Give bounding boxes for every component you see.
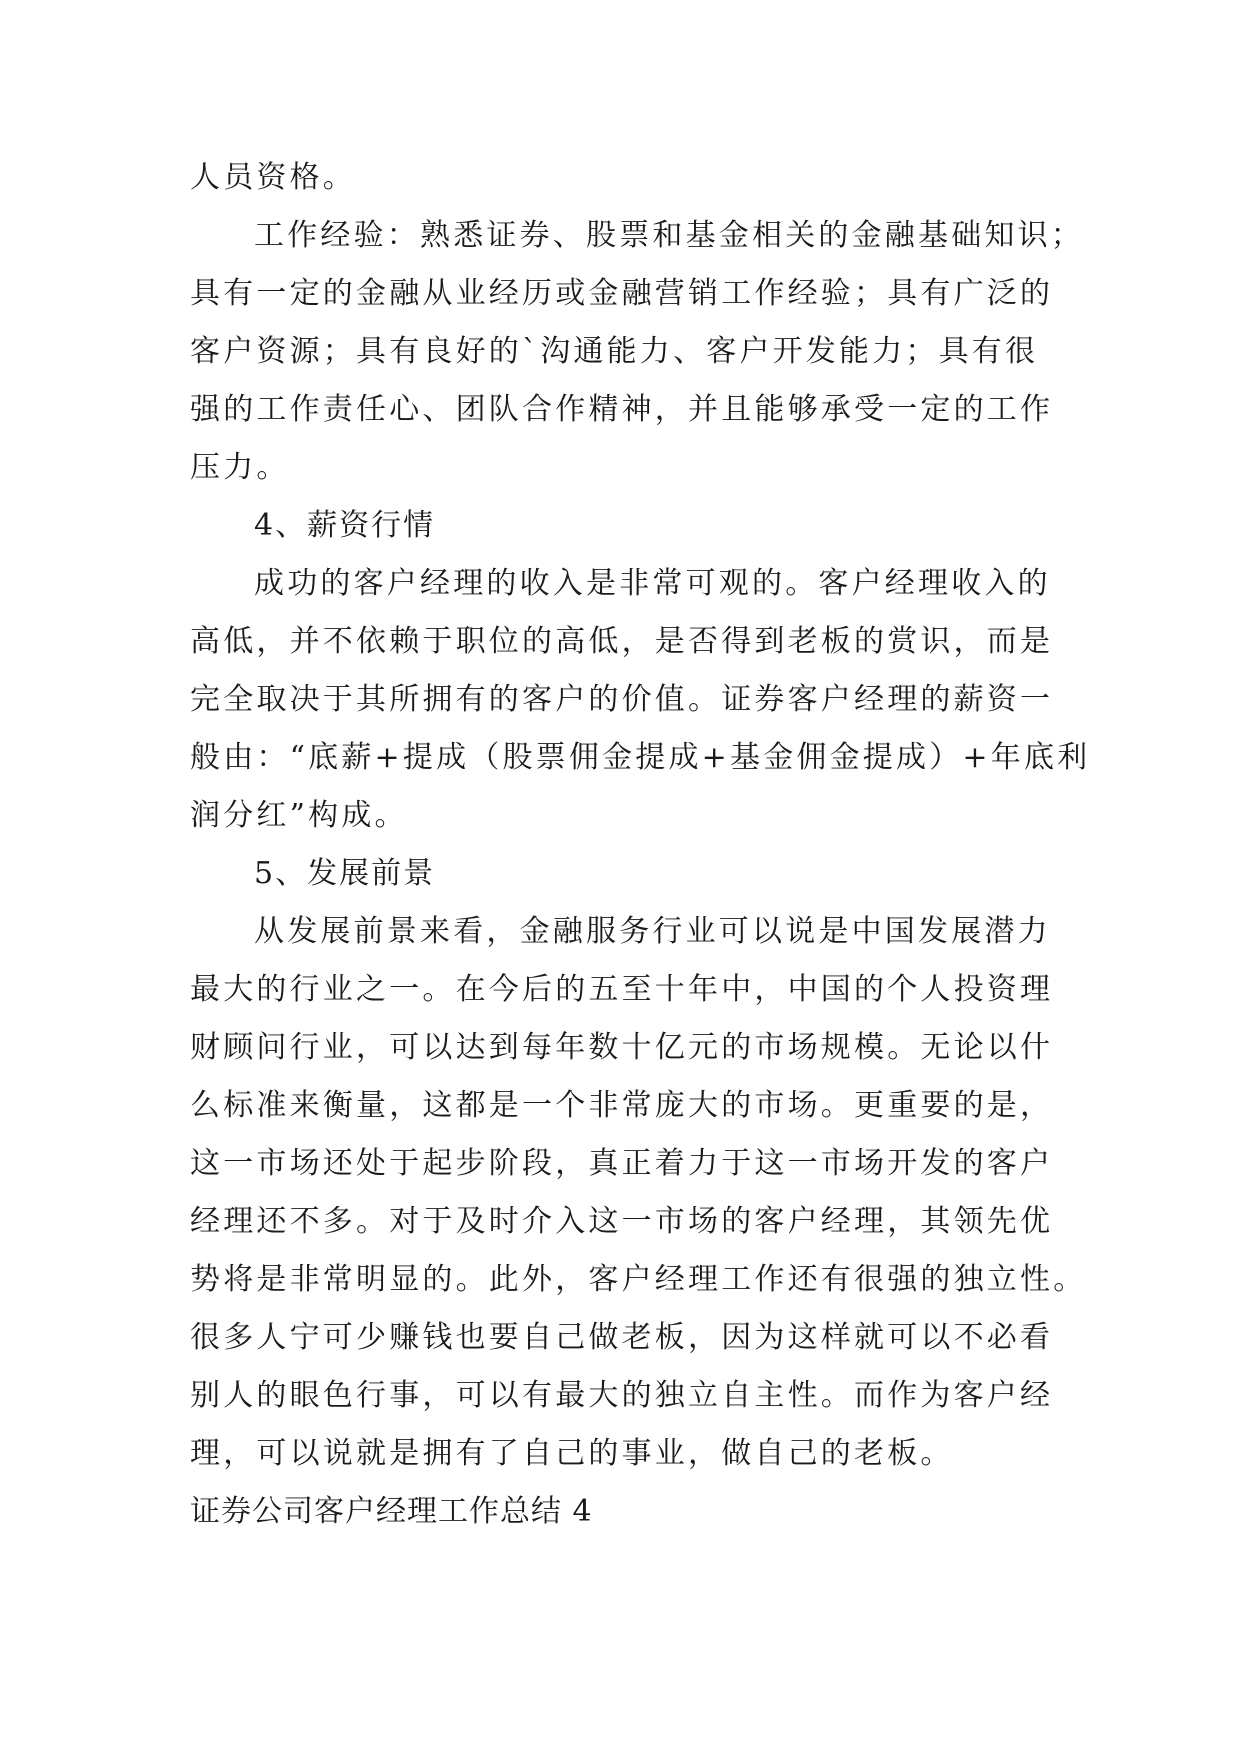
text-line: 工作经验：熟悉证券、股票和基金相关的金融基础知识；	[254, 218, 1084, 253]
text-line: 人员资格。	[190, 160, 356, 195]
text-line: 客户资源；具有良好的`沟通能力、客户开发能力；具有很	[190, 334, 1039, 369]
text-line: 具有一定的金融从业经历或金融营销工作经验；具有广泛的	[190, 276, 1054, 311]
section-heading: 4、薪资行情	[254, 508, 436, 543]
text-line: 势将是非常明显的。此外，客户经理工作还有很强的独立性。	[190, 1262, 1087, 1297]
section-heading: 5、发展前景	[254, 856, 436, 891]
text-line: 高低，并不依赖于职位的高低，是否得到老板的赏识，而是	[190, 624, 1054, 659]
text-line: 强的工作责任心、团队合作精神，并且能够承受一定的工作	[190, 392, 1054, 427]
text-line: 最大的行业之一。在今后的五至十年中，中国的个人投资理	[190, 972, 1054, 1007]
text-line: 理，可以说就是拥有了自己的事业，做自己的老板。	[190, 1436, 954, 1471]
text-line: 完全取决于其所拥有的客户的价值。证券客户经理的薪资一	[190, 682, 1054, 717]
text-line: 从发展前景来看，金融服务行业可以说是中国发展潜力	[254, 914, 1051, 949]
text-line: 别人的眼色行事，可以有最大的独立自主性。而作为客户经	[190, 1378, 1054, 1413]
text-line: 润分红”构成。	[190, 798, 408, 833]
text-line: 经理还不多。对于及时介入这一市场的客户经理，其领先优	[190, 1204, 1054, 1239]
document-subtitle: 证券公司客户经理工作总结 4	[190, 1494, 593, 1529]
text-line: 般由：“底薪+提成（股票佣金提成+基金佣金提成）+年底利	[190, 740, 1091, 775]
text-line: 这一市场还处于起步阶段，真正着力于这一市场开发的客户	[190, 1146, 1054, 1181]
text-line: 财顾问行业，可以达到每年数十亿元的市场规模。无论以什	[190, 1030, 1054, 1065]
text-line: 很多人宁可少赚钱也要自己做老板，因为这样就可以不必看	[190, 1320, 1054, 1355]
text-line: 么标准来衡量，这都是一个非常庞大的市场。更重要的是，	[190, 1088, 1054, 1123]
text-line: 成功的客户经理的收入是非常可观的。客户经理收入的	[254, 566, 1051, 601]
text-line: 压力。	[190, 450, 290, 485]
